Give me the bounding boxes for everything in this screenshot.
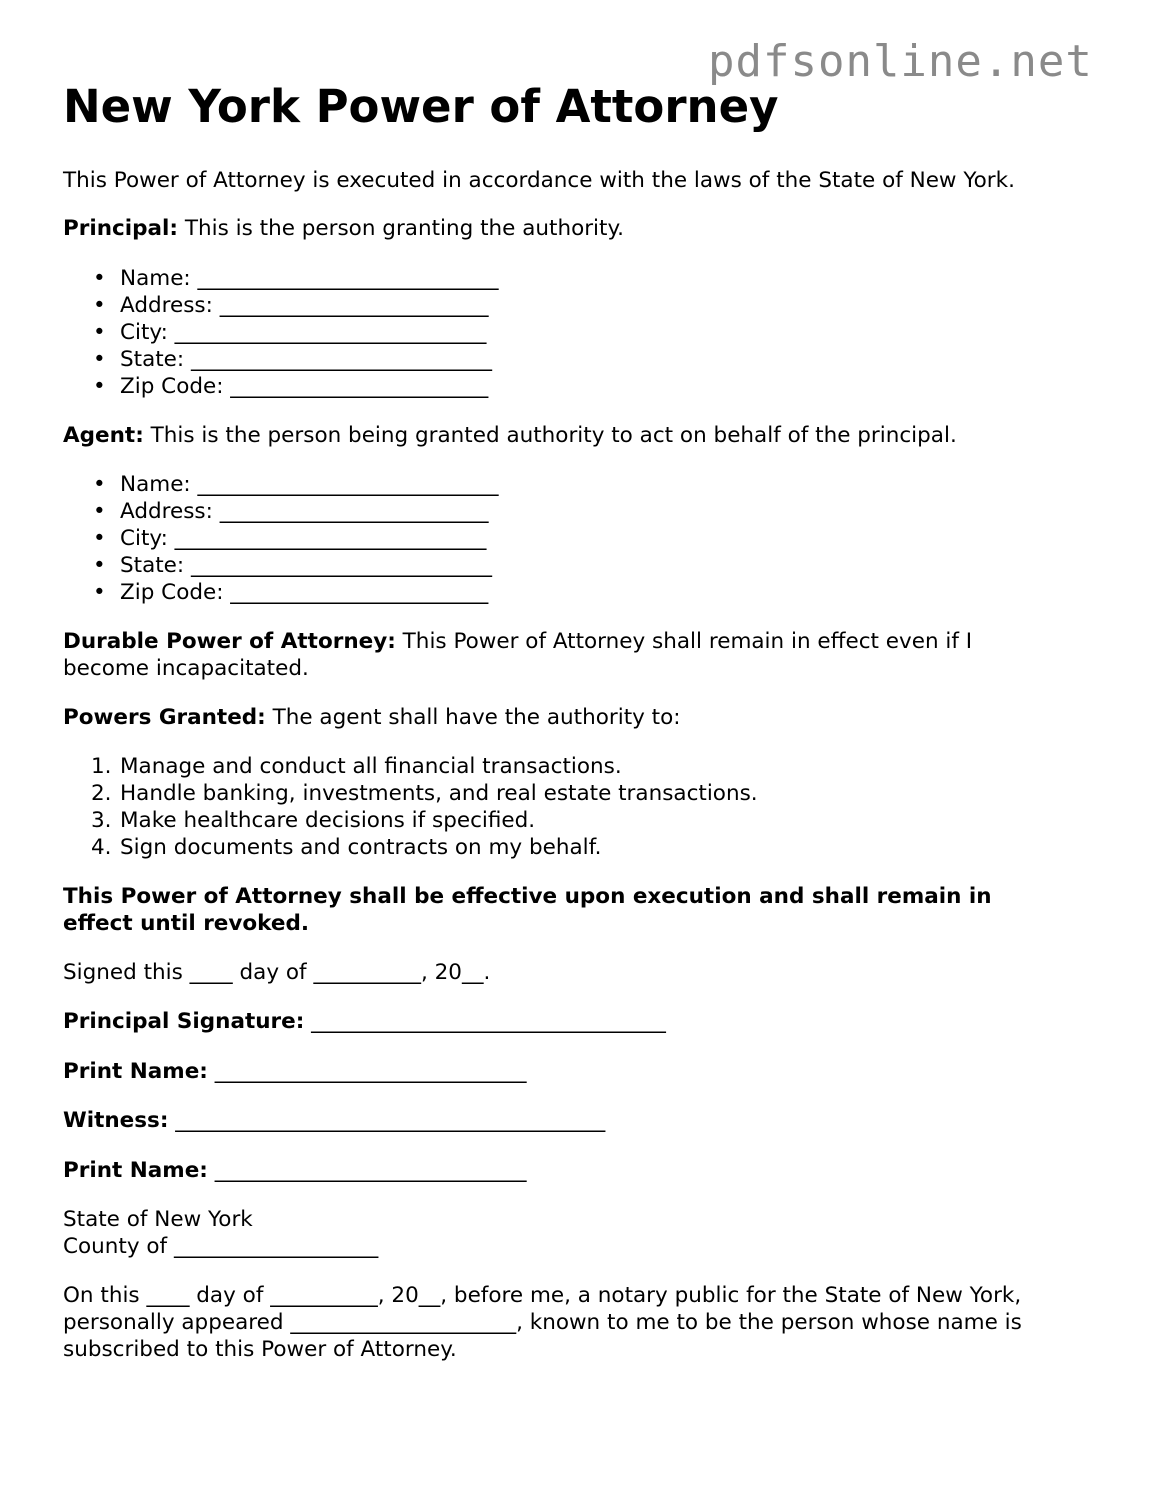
- power-item-text: Handle banking, investments, and real estate transactions.: [120, 781, 758, 806]
- watermark: pdfsonline.net: [708, 36, 1093, 87]
- power-item: [63, 834, 758, 861]
- power-item-number: 1.: [91, 754, 112, 779]
- principal-field-address[interactable]: • Address: _________________________: [63, 292, 499, 319]
- witness-label: Witness:: [63, 1108, 169, 1133]
- principal-signature-line[interactable]: [63, 1008, 1093, 1035]
- print-name-line-2[interactable]: [63, 1157, 1093, 1184]
- power-item-number: 3.: [91, 808, 112, 833]
- notary-text: On this ____ day of __________, 20__, before me, a notary public for the State of New York, personally appeared _____________________, known to me to be the person whose name is subscribed to this Power of Attorney.: [63, 1283, 1022, 1362]
- agent-description: This is the person being granted authority to act on behalf of the principal.: [143, 423, 957, 448]
- signed-date-line[interactable]: Signed this ____ day of __________, 20__.: [63, 960, 491, 985]
- page-title: New York Power of Attorney: [63, 80, 779, 133]
- powers-description: The agent shall have the authority to:: [265, 705, 681, 730]
- principal-field-city[interactable]: • City: _____________________________: [63, 319, 499, 346]
- durable-section: [63, 628, 1053, 682]
- witness-line[interactable]: [63, 1107, 1093, 1134]
- agent-field-state[interactable]: • State: ____________________________: [63, 552, 499, 579]
- principal-signature-blank[interactable]: _________________________________: [304, 1009, 666, 1034]
- witness-blank[interactable]: ________________________________________: [168, 1108, 606, 1133]
- agent-label: Agent:: [63, 423, 144, 448]
- principal-field-state[interactable]: • State: ____________________________: [63, 346, 499, 373]
- agent-field-zip[interactable]: • Zip Code: ________________________: [63, 579, 499, 606]
- powers-heading: [63, 704, 1093, 731]
- power-item: [63, 807, 758, 834]
- durable-label: Durable Power of Attorney:: [63, 629, 396, 654]
- power-item: [63, 780, 758, 807]
- power-item-text: Manage and conduct all financial transactions.: [120, 754, 622, 779]
- agent-field-address[interactable]: • Address: _________________________: [63, 498, 499, 525]
- principal-fields: [63, 265, 499, 400]
- principal-field-name[interactable]: • Name: ____________________________: [63, 265, 499, 292]
- principal-field-zip[interactable]: • Zip Code: ________________________: [63, 373, 499, 400]
- agent-field-name[interactable]: • Name: ____________________________: [63, 471, 499, 498]
- power-item-number: 4.: [91, 835, 112, 860]
- county-line[interactable]: County of ___________________: [63, 1234, 379, 1259]
- print-name-blank[interactable]: _____________________________: [207, 1158, 527, 1183]
- venue-block: [63, 1206, 1093, 1260]
- powers-list: [63, 753, 758, 861]
- durable-description: This Power of Attorney shall remain in effect even if I become incapacitated.: [63, 629, 973, 681]
- print-name-blank[interactable]: _____________________________: [207, 1059, 527, 1084]
- agent-field-city[interactable]: • City: _____________________________: [63, 525, 499, 552]
- agent-heading: [63, 422, 1093, 449]
- print-name-label: Print Name:: [63, 1158, 208, 1183]
- principal-description: This is the person granting the authority.: [178, 216, 624, 241]
- agent-fields: [63, 471, 499, 606]
- principal-signature-label: Principal Signature:: [63, 1009, 305, 1034]
- power-item-text: Make healthcare decisions if specified.: [120, 808, 536, 833]
- power-item-text: Sign documents and contracts on my behalf.: [120, 835, 602, 860]
- effective-statement: This Power of Attorney shall be effective upon execution and shall remain in effect until revoked.: [63, 884, 992, 936]
- state-line: State of New York: [63, 1207, 253, 1232]
- print-name-line-1[interactable]: [63, 1058, 1093, 1085]
- power-item-number: 2.: [91, 781, 112, 806]
- print-name-label: Print Name:: [63, 1059, 208, 1084]
- intro-text: This Power of Attorney is executed in accordance with the laws of the State of New York.: [63, 168, 1015, 193]
- principal-label: Principal:: [63, 216, 179, 241]
- powers-label: Powers Granted:: [63, 705, 266, 730]
- principal-heading: [63, 215, 1093, 242]
- power-item: [63, 753, 758, 780]
